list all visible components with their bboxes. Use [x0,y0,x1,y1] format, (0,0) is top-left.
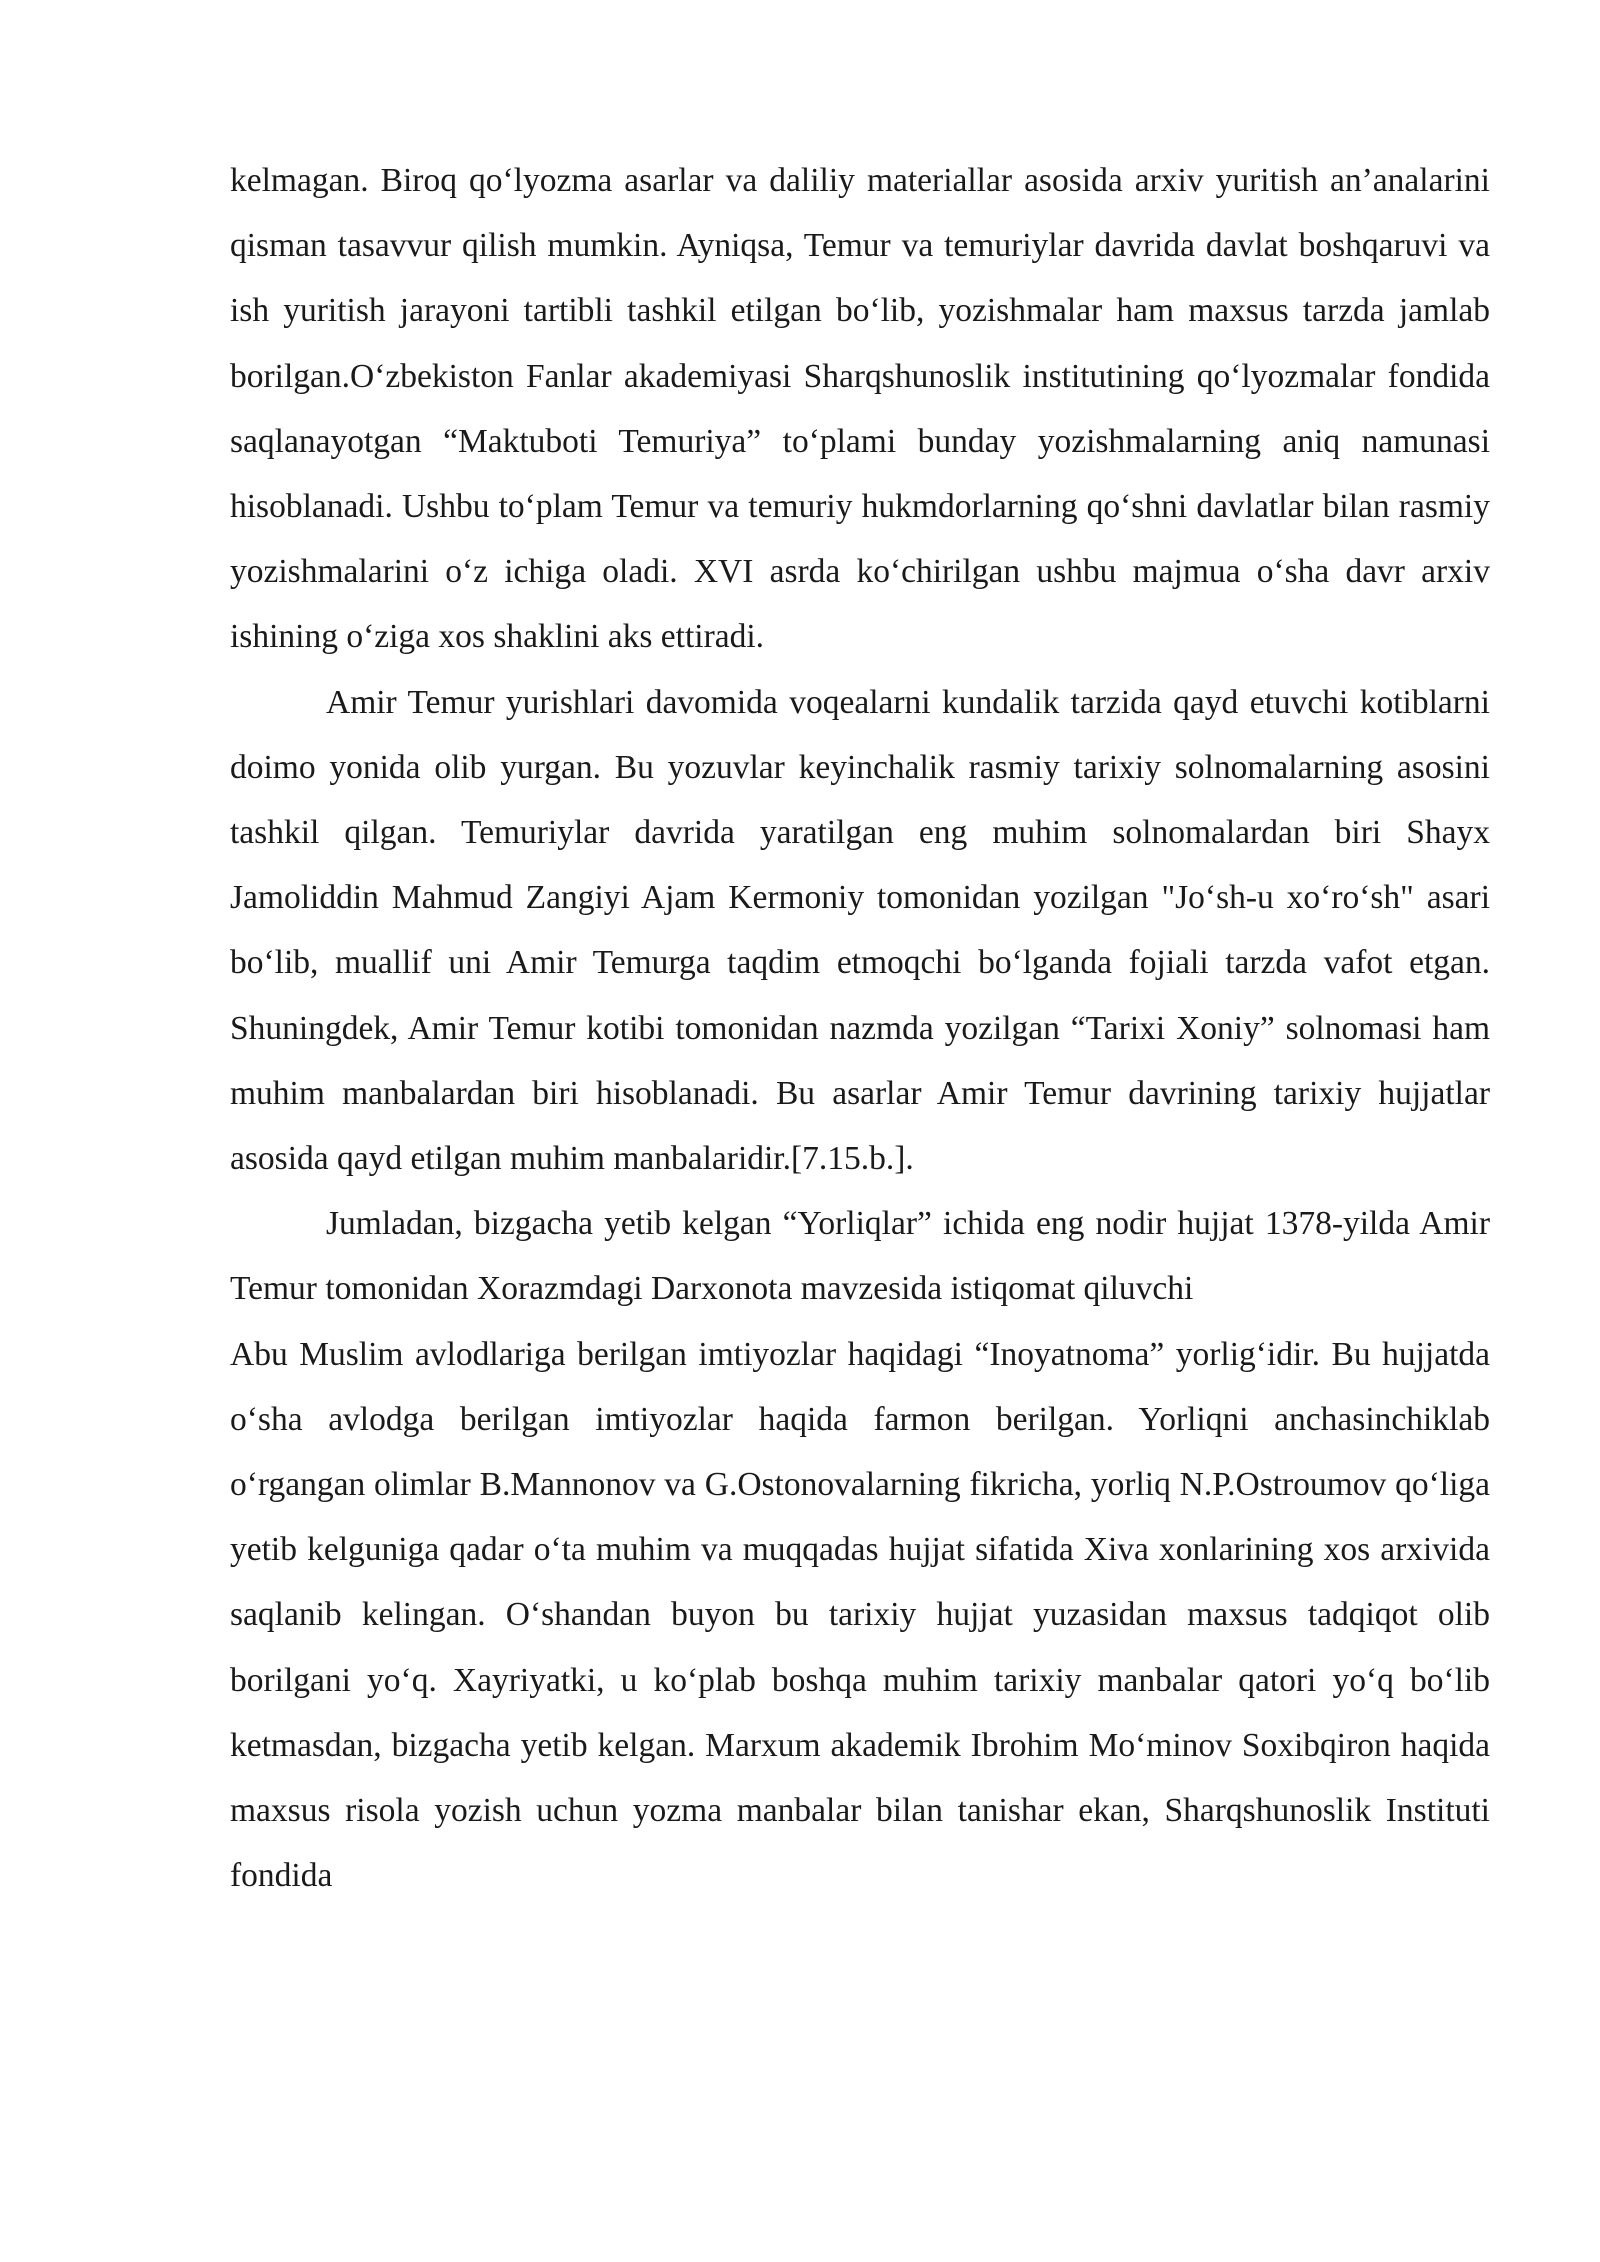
paragraph-archive-tradition: kelmagan. Biroq qo‘lyozma asarlar va daliliy materiallar asosida arxiv yuritish an’analarini qisman tasavvur qilish mumkin. Ayniqsa, Temur va temuriylar davrida davlat boshqaruvi va ish yuritish jarayoni tartibli tashkil etilgan bo‘lib, yozishmalar ham maxsus tarzda jamlab borilgan.O‘zbekiston Fanlar akademiyasi Sharqshunoslik institutining qo‘lyozmalar fondida saqlanayotgan “Maktuboti Temuriya” to‘plami bunday yozishmalarning aniq namunasi hisoblanadi. Ushbu to‘plam Temur va temuriy hukmdorlarning qo‘shni davlatlar bilan rasmiy yozishmalarini o‘z ichiga oladi. XVI asrda ko‘chirilgan ushbu majmua o‘sha davr arxiv ishining o‘ziga xos shaklini aks ettiradi. [230,162,1490,656]
paragraph-yorliqlar: Jumladan, bizgacha yetib kelgan “Yorliqlar” ichida eng nodir hujjat 1378-yilda Amir Temur tomonidan Xorazmdagi Darxonota mavzesida istiqomat qiluvchi [230,1205,1490,1308]
paragraph-inoyatnoma: Abu Muslim avlodlariga berilgan imtiyozlar haqidagi “Inoyatnoma” yorlig‘idir. Bu hujjatda o‘sha avlodga berilgan imtiyozlar haqida farmon berilgan. Yorliqni anchasinchiklab o‘rgangan olimlar B.Mannonov va G.Ostonovalarning fikricha, yorliq N.P.Ostroumov qo‘liga yetib kelguniga qadar o‘ta muhim va muqqadas hujjat sifatida Xiva xonlarining xos arxivida saqlanib kelingan. O‘shandan buyon bu tarixiy hujjat yuzasidan maxsus tadqiqot olib borilgani yo‘q. Xayriyatki, u ko‘plab boshqa muhim tarixiy manbalar qatori yo‘q bo‘lib ketmasdan, bizgacha yetib kelgan. Marxum akademik Ibrohim Mo‘minov Soxibqiron haqida maxsus risola yozish uchun yozma manbalar bilan tanishar ekan, Sharqshunoslik Instituti fondida [230,1335,1490,1895]
document-body [230,148,1490,1908]
paragraph-chronicles: Amir Temur yurishlari davomida voqealarni kundalik tarzida qayd etuvchi kotiblarni doimo yonida olib yurgan. Bu yozuvlar keyinchalik rasmiy tarixiy solnomalarning asosini tashkil qilgan. Temuriylar davrida yaratilgan eng muhim solnomalardan biri Shayx Jamoliddin Mahmud Zangiyi Ajam Kermoniy tomonidan yozilgan "Jo‘sh-u xo‘ro‘sh" asari bo‘lib, muallif uni Amir Temurga taqdim etmoqchi bo‘lganda fojiali tarzda vafot etgan. Shuningdek, Amir Temur kotibi tomonidan nazmda yozilgan “Tarixi Xoniy” solnomasi ham muhim manbalardan biri hisoblanadi. Bu asarlar Amir Temur davrining tarixiy hujjatlar asosida qayd etilgan muhim manbalaridir.[7.15.b.]. [230,683,1490,1178]
